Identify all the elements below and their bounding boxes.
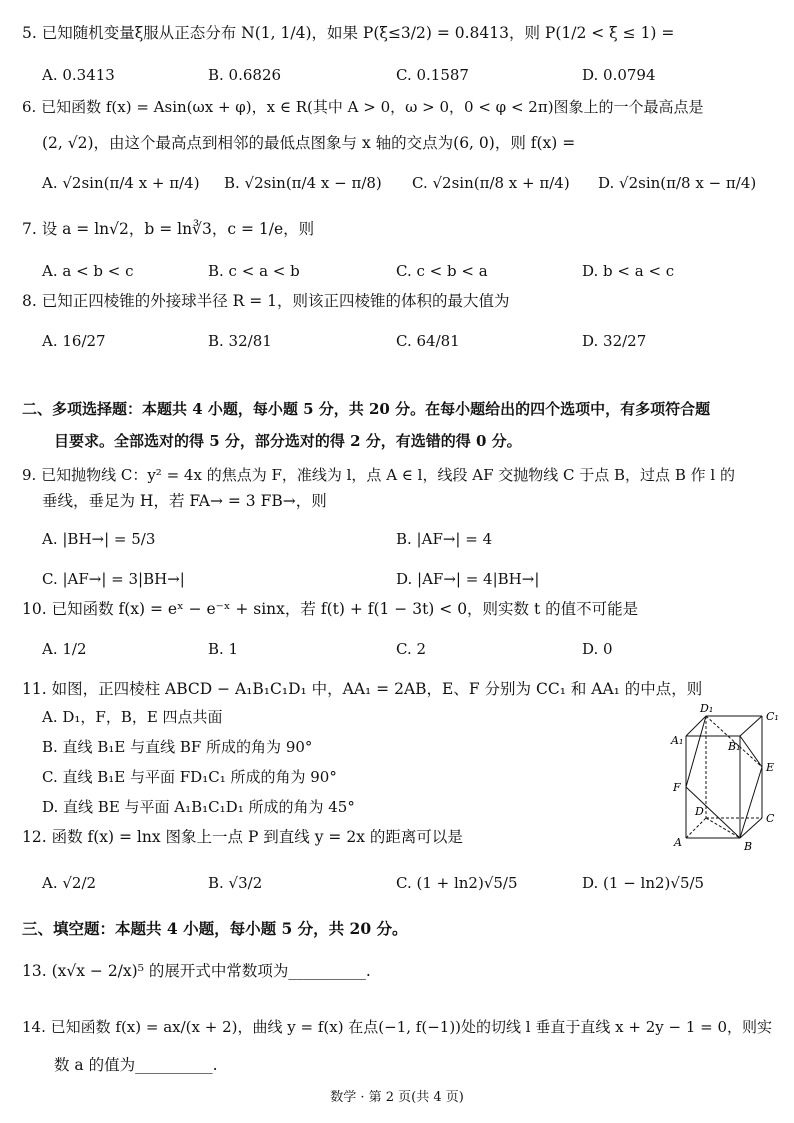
q8-stem: 8. 已知正四棱锥的外接球半径 R = 1，则该正四棱锥的体积的最大值为	[22, 292, 510, 310]
q7-option-b: B. c < a < b	[208, 262, 300, 280]
page-footer: 数学 · 第 2 页(共 4 页)	[330, 1090, 464, 1105]
label-e: E	[766, 761, 775, 774]
edge-b1c1	[740, 716, 762, 736]
q9-stem-line1: 9. 已知抛物线 C：y² = 4x 的焦点为 F，准线为 l，点 A ∈ l，线段 AF 交抛物线 C 于点 B，过点 B 作 l 的	[22, 466, 735, 484]
q9-option-a: A. |BH→| = 5/3	[42, 530, 156, 548]
label-b: B	[744, 840, 753, 853]
q8-option-c: C. 64/81	[396, 332, 460, 350]
q9-stem-line2: 垂线，垂足为 H，若 FA→ = 3 FB→，则	[42, 492, 327, 510]
q10-option-a: A. 1/2	[42, 640, 87, 658]
q5-option-b: B. 0.6826	[208, 66, 282, 84]
q14-stem-line1: 14. 已知函数 f(x) = ax/(x + 2)，曲线 y = f(x) 在点(−1, f(−1))处的切线 l 垂直于直线 x + 2y − 1 = 0，则实	[22, 1018, 773, 1036]
q9-option-d: D. |AF→| = 4|BH→|	[396, 570, 540, 588]
q8-option-a: A. 16/27	[42, 332, 106, 350]
q13-stem: 13. (x√x − 2/x)⁵ 的展开式中常数项为__________.	[22, 962, 371, 980]
q11-option-d: D. 直线 BE 与平面 A₁B₁C₁D₁ 所成的角为 45°	[42, 798, 355, 816]
section-2-heading-line1: 二、多项选择题：本题共 4 小题，每小题 5 分，共 20 分。在每小题给出的四个选项中，有多项符合题	[22, 400, 711, 418]
prism-figure	[668, 700, 790, 855]
label-a1: A₁	[671, 734, 684, 747]
q9-option-b: B. |AF→| = 4	[396, 530, 493, 548]
q7-option-a: A. a < b < c	[42, 262, 134, 280]
q12-option-a: A. √2/2	[42, 874, 97, 892]
q8-option-b: B. 32/81	[208, 332, 272, 350]
q10-option-c: C. 2	[396, 640, 427, 658]
q6-option-a: A. √2sin(π/4 x + π/4)	[42, 174, 200, 192]
label-d1: D₁	[700, 702, 714, 715]
q6-stem-line1: 6. 已知函数 f(x) = Asin(ωx + φ)，x ∈ R(其中 A > 0，ω > 0，0 < φ < 2π)图象上的一个最高点是	[22, 98, 704, 116]
label-c: C	[766, 812, 775, 825]
q11-option-a: A. D₁，F，B，E 四点共面	[42, 708, 223, 726]
label-f: F	[673, 781, 681, 794]
q9-option-c: C. |AF→| = 3|BH→|	[42, 570, 185, 588]
section-3-heading: 三、填空题：本题共 4 小题，每小题 5 分，共 20 分。	[22, 919, 408, 938]
label-c1: C₁	[766, 710, 779, 723]
q10-stem: 10. 已知函数 f(x) = eˣ − e⁻ˣ + sinx，若 f(t) + f(1 − 3t) < 0，则实数 t 的值不可能是	[22, 600, 639, 618]
q5-option-c: C. 0.1587	[396, 66, 469, 84]
segment-db	[706, 818, 740, 838]
q14-stem-line2: 数 a 的值为__________.	[54, 1056, 218, 1074]
q6-option-c: C. √2sin(π/8 x + π/4)	[412, 174, 570, 192]
q5-option-a: A. 0.3413	[42, 66, 115, 84]
q11-option-c: C. 直线 B₁E 与平面 FD₁C₁ 所成的角为 90°	[42, 768, 337, 786]
q7-stem: 7. 设 a = ln√2，b = ln∛3，c = 1/e，则	[22, 220, 315, 238]
q6-stem-line2: (2, √2)，由这个最高点到相邻的最低点图象与 x 轴的交点为(6, 0)，则 f(x) =	[42, 134, 576, 152]
q10-option-d: D. 0	[582, 640, 613, 658]
q6-option-d: D. √2sin(π/8 x − π/4)	[598, 174, 757, 192]
q7-option-d: D. b < a < c	[582, 262, 675, 280]
label-a: A	[674, 836, 682, 849]
q12-option-c: C. (1 + ln2)√5/5	[396, 874, 518, 892]
q12-option-b: B. √3/2	[208, 874, 263, 892]
q7-option-c: C. c < b < a	[396, 262, 488, 280]
q10-option-b: B. 1	[208, 640, 239, 658]
segment-b1e	[740, 736, 762, 767]
q6-option-b: B. √2sin(π/4 x − π/8)	[224, 174, 382, 192]
q8-option-d: D. 32/27	[582, 332, 647, 350]
label-d: D	[695, 805, 704, 818]
q5-option-d: D. 0.0794	[582, 66, 656, 84]
q5-stem: 5. 已知随机变量ξ服从正态分布 N(1, 1/4)，如果 P(ξ≤3/2) = 0.8413，则 P(1/2 < ξ ≤ 1) =	[22, 24, 675, 42]
q12-stem: 12. 函数 f(x) = lnx 图象上一点 P 到直线 y = 2x 的距离可以是	[22, 828, 463, 846]
section-2-heading-line2: 目要求。全部选对的得 5 分，部分选对的得 2 分，有选错的得 0 分。	[54, 432, 522, 450]
q12-option-d: D. (1 − ln2)√5/5	[582, 874, 705, 892]
label-b1: B₁	[728, 740, 741, 753]
q11-stem: 11. 如图，正四棱柱 ABCD − A₁B₁C₁D₁ 中，AA₁ = 2AB，E、F 分别为 CC₁ 和 AA₁ 的中点，则	[22, 680, 703, 698]
edge-ad	[686, 818, 706, 838]
q11-option-b: B. 直线 B₁E 与直线 BF 所成的角为 90°	[42, 738, 313, 756]
